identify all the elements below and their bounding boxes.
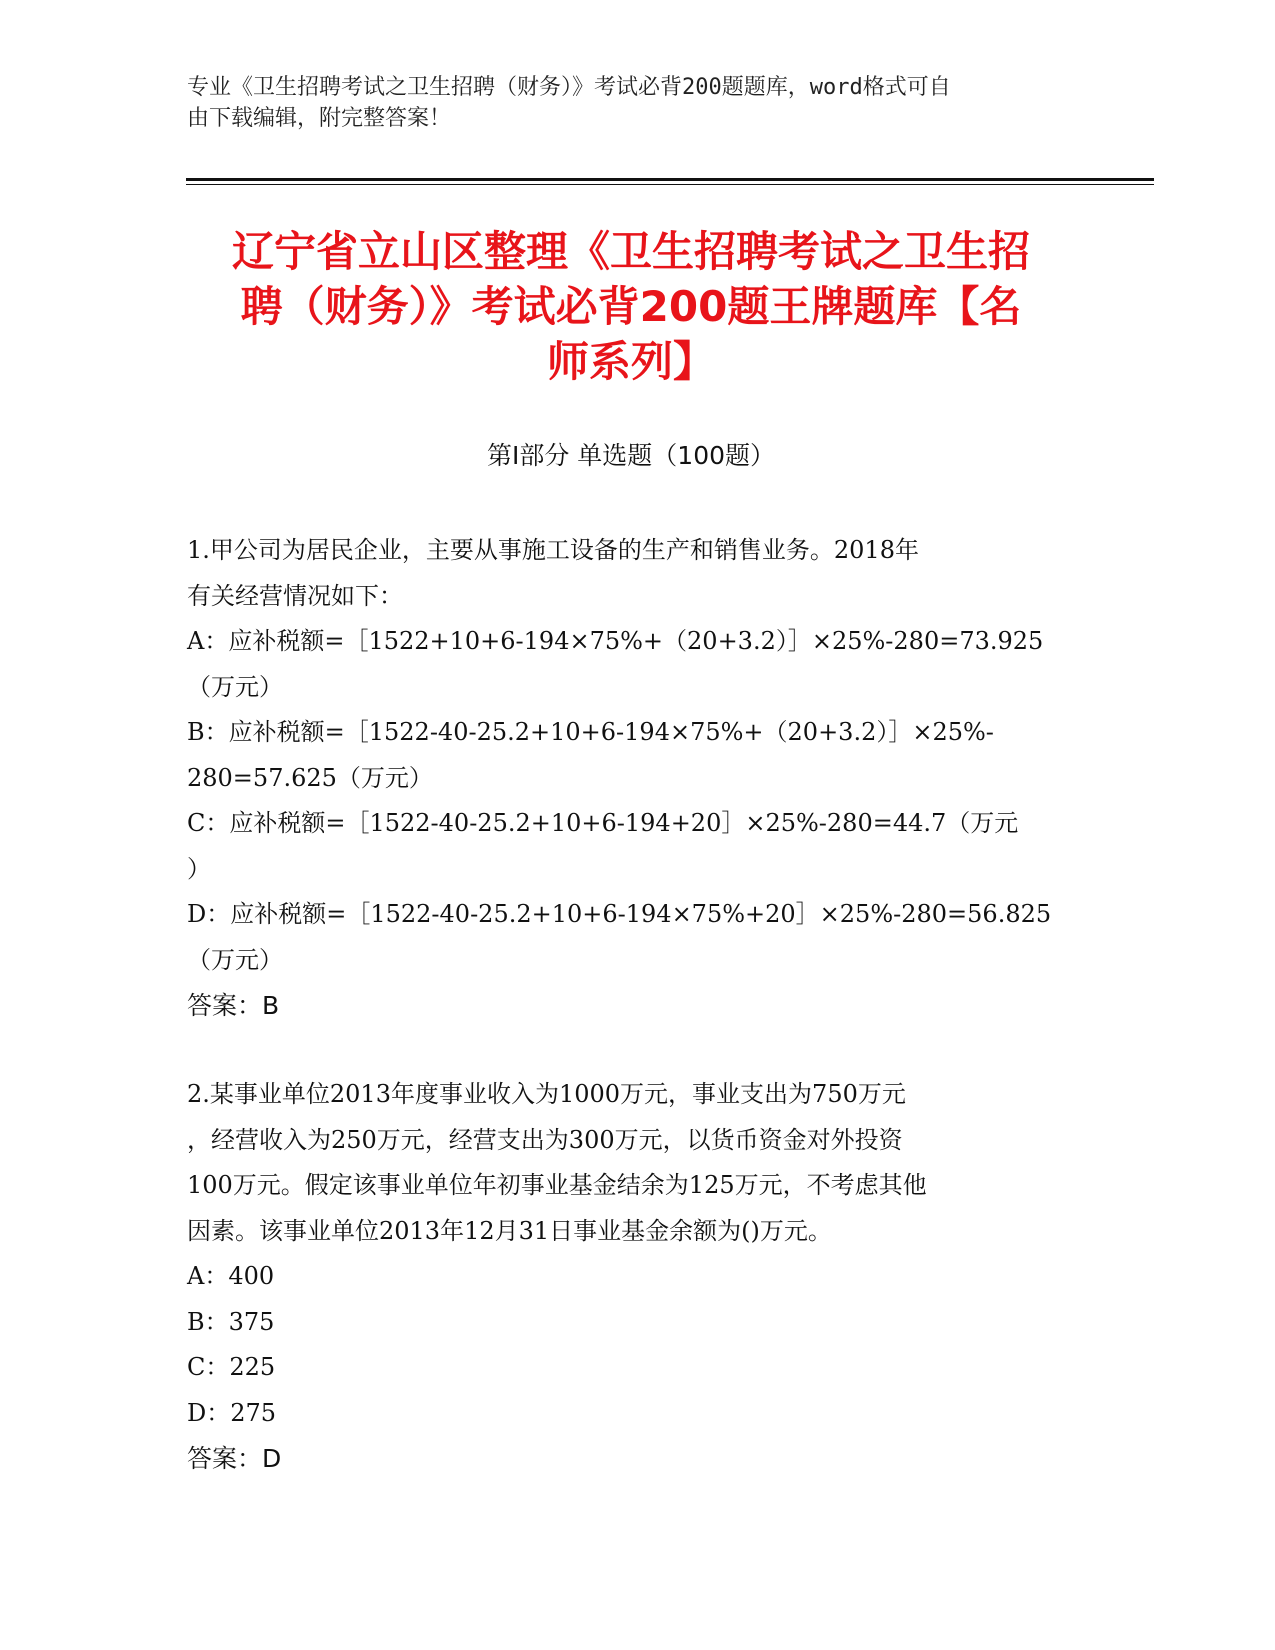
question-stem-line: ，经营收入为250万元，经营支出为300万元，以货币资金对外投资 bbox=[187, 1125, 903, 1154]
option-c-continued: ） bbox=[187, 854, 211, 883]
answer-label: 答案：B bbox=[187, 991, 280, 1020]
question-2 bbox=[187, 1072, 1087, 1482]
header-divider-thick bbox=[186, 178, 1154, 181]
option-b: B：375 bbox=[187, 1307, 275, 1336]
question-1 bbox=[187, 528, 1087, 1029]
option-a: A：400 bbox=[187, 1262, 275, 1290]
question-stem-line: 100万元。假定该事业单位年初事业基金结余为125万元，不考虑其他 bbox=[187, 1171, 927, 1199]
option-c: C：225 bbox=[187, 1353, 276, 1381]
option-d-continued: （万元） bbox=[187, 945, 283, 974]
document-title bbox=[186, 224, 1076, 389]
option-b-continued: 280=57.625（万元） bbox=[187, 763, 433, 792]
header-note-line-1: 专业《卫生招聘考试之卫生招聘（财务）》考试必背200题题库，word格式可自 bbox=[187, 75, 951, 100]
document-header-note bbox=[187, 72, 1067, 134]
question-stem-line: 因素。该事业单位2013年12月31日事业基金余额为()万元。 bbox=[187, 1216, 832, 1245]
answer-label: 答案：D bbox=[187, 1444, 282, 1473]
header-divider-thin bbox=[186, 184, 1154, 185]
option-d: D：275 bbox=[187, 1398, 277, 1427]
question-stem-line: 1.甲公司为居民企业，主要从事施工设备的生产和销售业务。2018年 bbox=[187, 536, 919, 564]
option-b: B：应补税额=［1522-40-25.2+10+6-194×75%+（20+3.2）］×25%- bbox=[187, 718, 994, 746]
header-note-line-2: 由下载编辑，附完整答案！ bbox=[187, 106, 452, 131]
option-a-continued: （万元） bbox=[187, 672, 283, 701]
title-line-1: 辽宁省立山区整理《卫生招聘考试之卫生招 bbox=[231, 227, 1030, 276]
title-line-2: 聘（财务）》考试必背200题王牌题库【名 bbox=[240, 282, 1022, 331]
section-title: 第I部分 单选题（100题） bbox=[486, 441, 776, 470]
option-c: C：应补税额=［1522-40-25.2+10+6-194+20］×25%-280=44.7（万元 bbox=[187, 809, 1019, 837]
option-a: A：应补税额=［1522+10+6-194×75%+（20+3.2）］×25%-280=73.925 bbox=[187, 627, 1044, 655]
title-line-3: 师系列】 bbox=[546, 337, 715, 386]
question-stem-line: 2.某事业单位2013年度事业收入为1000万元，事业支出为750万元 bbox=[187, 1080, 906, 1108]
option-d: D：应补税额=［1522-40-25.2+10+6-194×75%+20］×25%-280=56.825 bbox=[187, 900, 1052, 928]
question-stem-line: 有关经营情况如下： bbox=[187, 581, 403, 610]
